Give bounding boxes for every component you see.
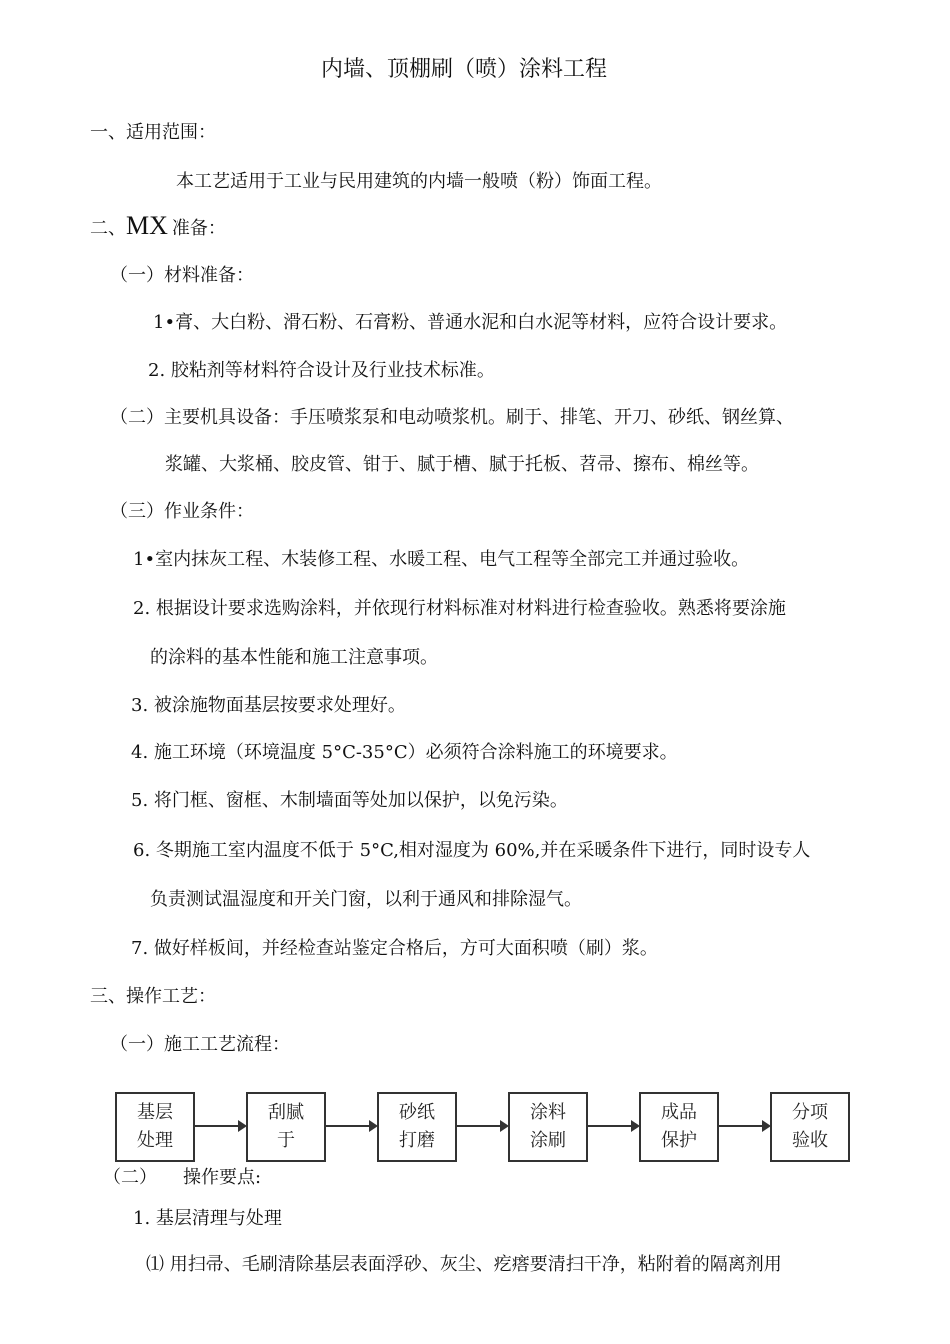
flow-step-label: 砂纸 xyxy=(399,1102,435,1123)
flow-step-label: 成品 xyxy=(661,1102,697,1123)
condition-line: 4. 施工环境（环境温度 5°C-35°C）必须符合涂料施工的环境要求。 xyxy=(131,742,678,763)
flow-step-label: 打磨 xyxy=(399,1130,435,1151)
prep-heading-prefix: 二、 xyxy=(90,218,126,239)
condition-line: 1•室内抹灰工程、木装修工程、水暖工程、电气工程等全部完工并通过验收。 xyxy=(133,549,750,570)
flow-arrow xyxy=(588,1125,638,1127)
flow-step-label: 处理 xyxy=(137,1130,173,1151)
flow-arrow xyxy=(457,1125,507,1127)
operation-points-label: 操作要点: xyxy=(183,1167,262,1188)
flow-step-label: 保护 xyxy=(661,1130,697,1151)
condition-line: 6. 冬期施工室内温度不低于 5°C,相对湿度为 60%,并在采暖条件下进行，同时设专人 xyxy=(133,840,811,861)
work-conditions-heading: （三）作业条件： xyxy=(110,501,254,522)
section-heading-prep xyxy=(90,211,226,241)
material-prep-heading: （一）材料准备： xyxy=(110,265,254,286)
material-item-2: 2. 胶粘剂等材料符合设计及行业技术标准。 xyxy=(148,360,495,381)
flow-step-painting xyxy=(508,1092,588,1162)
flow-step-putty xyxy=(246,1092,326,1162)
condition-line: 负责测试温湿度和开关门窗，以利于通风和排除湿气。 xyxy=(150,889,582,910)
section-heading-scope: 一、适用范围： xyxy=(90,122,216,143)
condition-line: 5. 将门框、窗框、木制墙面等处加以保护，以免污染。 xyxy=(131,790,568,811)
prep-heading-suffix: 准备： xyxy=(171,218,226,239)
flow-arrow xyxy=(326,1125,376,1127)
flow-step-acceptance xyxy=(770,1092,850,1162)
condition-line: 7. 做好样板间，并经检查站鉴定合格后，方可大面积喷（刷）浆。 xyxy=(131,938,658,959)
condition-line: 的涂料的基本性能和施工注意事项。 xyxy=(150,647,438,668)
flow-step-label: 分项 xyxy=(792,1102,828,1123)
operation-item-1: 1. 基层清理与处理 xyxy=(133,1208,282,1229)
flow-step-sanding xyxy=(377,1092,457,1162)
prep-heading-mx: MX xyxy=(126,211,168,240)
flow-step-base-treatment xyxy=(115,1092,195,1162)
equipment-line-1: （二）主要机具设备：手压喷浆泵和电动喷浆机。刷于、排笔、开刀、砂纸、钢丝算、 xyxy=(110,407,794,428)
operation-points-heading xyxy=(103,1166,261,1190)
flow-step-label: 基层 xyxy=(137,1102,173,1123)
operation-item-1-1: ⑴ 用扫帚、毛刷清除基层表面浮砂、灰尘、疙瘩要清扫干净，粘附着的隔离剂用 xyxy=(146,1254,782,1275)
flow-step-label: 于 xyxy=(277,1130,295,1151)
flow-step-protection xyxy=(639,1092,719,1162)
process-flow-heading: （一）施工工艺流程： xyxy=(110,1034,290,1055)
flow-arrow xyxy=(195,1125,245,1127)
flow-step-label: 验收 xyxy=(792,1130,828,1151)
condition-line: 2. 根据设计要求选购涂料，并依现行材料标准对材料进行检查验收。熟悉将要涂施 xyxy=(133,598,786,619)
scope-text: 本工艺适用于工业与民用建筑的内墙一般喷（粉）饰面工程。 xyxy=(176,171,662,192)
condition-line: 3. 被涂施物面基层按要求处理好。 xyxy=(131,695,406,716)
flow-step-label: 涂刷 xyxy=(530,1130,566,1151)
operation-points-number: （二） xyxy=(103,1167,157,1188)
flow-step-label: 涂料 xyxy=(530,1102,566,1123)
flow-arrow xyxy=(719,1125,769,1127)
flow-step-label: 刮腻 xyxy=(268,1102,304,1123)
page-title: 内墙、顶棚刷（喷）涂料工程 xyxy=(321,57,608,82)
material-item-1: 1•膏、大白粉、滑石粉、石膏粉、普通水泥和白水泥等材料，应符合设计要求。 xyxy=(153,312,788,333)
section-heading-operation: 三、操作工艺： xyxy=(90,986,216,1007)
equipment-line-2: 浆罐、大浆桶、胶皮管、钳于、腻于槽、腻于托板、苕帚、擦布、棉丝等。 xyxy=(165,454,759,475)
